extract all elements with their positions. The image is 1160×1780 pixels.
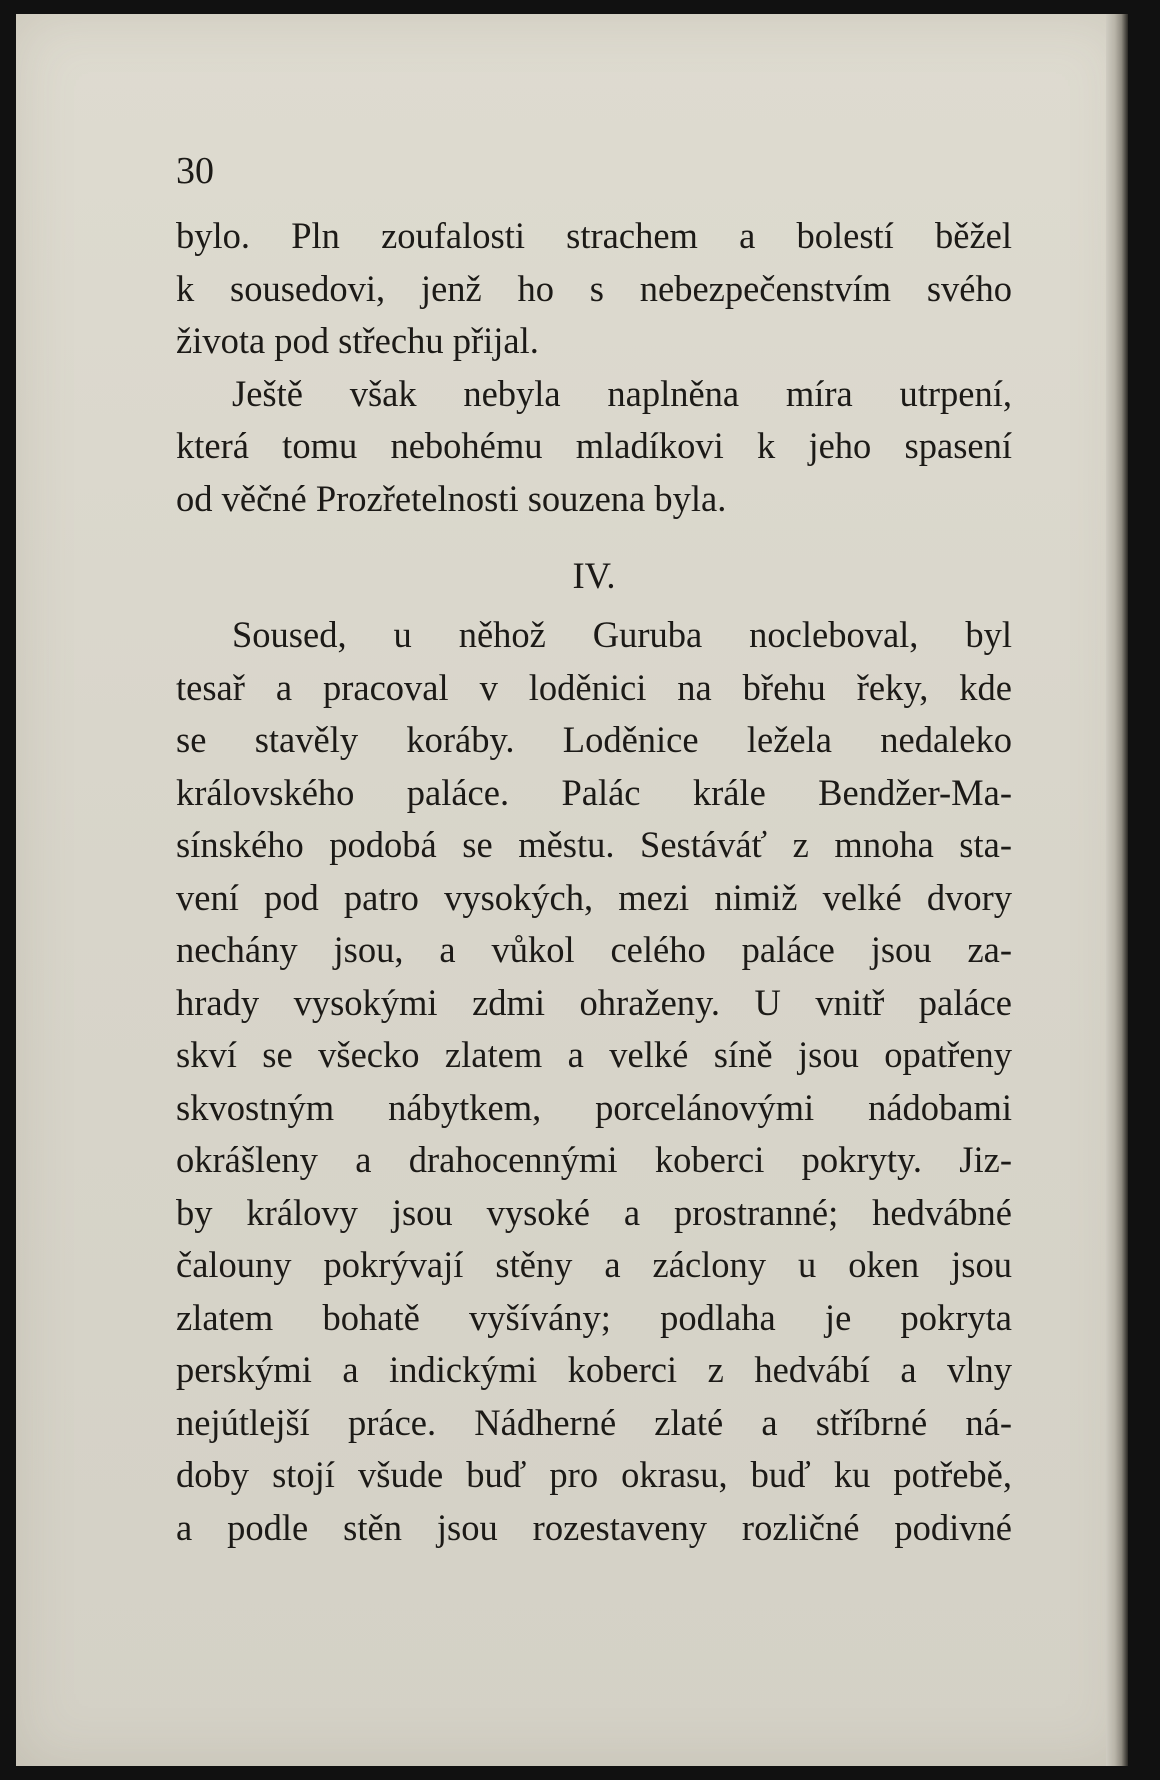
chapter-heading: IV. <box>572 555 616 596</box>
text-line: perskými a indickými koberci z hedvábí a vlny <box>176 1349 1012 1390</box>
text-line: čalouny pokrývají stěny a záclony u oken jsou <box>176 1244 1012 1285</box>
text-line: doby stojí všude buď pro okrasu, buď ku potřebě, <box>176 1454 1012 1495</box>
text-line: skvostným nábytkem, porcelánovými nádobami <box>176 1086 1012 1128</box>
page-number: 30 <box>176 150 214 192</box>
text-line: od věčné Prozřetelnosti souzena byla. <box>176 477 727 519</box>
text-line: k sousedovi, jenž ho s nebezpečenstvím svého <box>176 267 1012 309</box>
text-line: nechány jsou, a vůkol celého paláce jsou za- <box>176 929 1012 970</box>
text-line: sínského podobá se městu. Sestáváť z mnoha sta- <box>176 824 1012 865</box>
text-line: skví se všecko zlatem a velké síně jsou opatřeny <box>176 1034 1012 1075</box>
text-line: okrášleny a drahocennými koberci pokryty. Jiz- <box>176 1139 1012 1180</box>
text-line: hrady vysokými zdmi ohraženy. U vnitř paláce <box>176 981 1012 1023</box>
page-binding-edge <box>1106 14 1128 1766</box>
text-line: vení pod patro vysokých, mezi nimiž velké dvory <box>176 876 1012 918</box>
text-line: bylo. Pln zoufalosti strachem a bolestí běžel <box>176 215 1012 256</box>
text-line: života pod střechu přijal. <box>176 320 539 361</box>
text-line: se stavěly koráby. Loděnice ležela nedaleko <box>176 719 1012 760</box>
text-line: Soused, u něhož Guruba nocleboval, byl <box>232 614 1012 655</box>
text-line: královského paláce. Palác krále Bendžer-Ma- <box>176 771 1012 813</box>
text-line: Ještě však nebyla naplněna míra utrpení, <box>232 372 1012 414</box>
text-line: by královy jsou vysoké a prostranné; hedvábné <box>176 1191 1012 1233</box>
text-line: a podle stěn jsou rozestaveny rozličné podivné <box>176 1506 1012 1548</box>
text-line: nejútlejší práce. Nádherné zlaté a stříbrné ná- <box>176 1401 1012 1443</box>
text-line: zlatem bohatě vyšívány; podlaha je pokryta <box>176 1296 1012 1338</box>
text-line: která tomu nebohému mladíkovi k jeho spasení <box>176 425 1012 466</box>
book-page <box>16 14 1128 1766</box>
text-line: tesař a pracoval v loděnici na břehu řeky, kde <box>176 666 1012 708</box>
page-text <box>176 210 1012 1554</box>
